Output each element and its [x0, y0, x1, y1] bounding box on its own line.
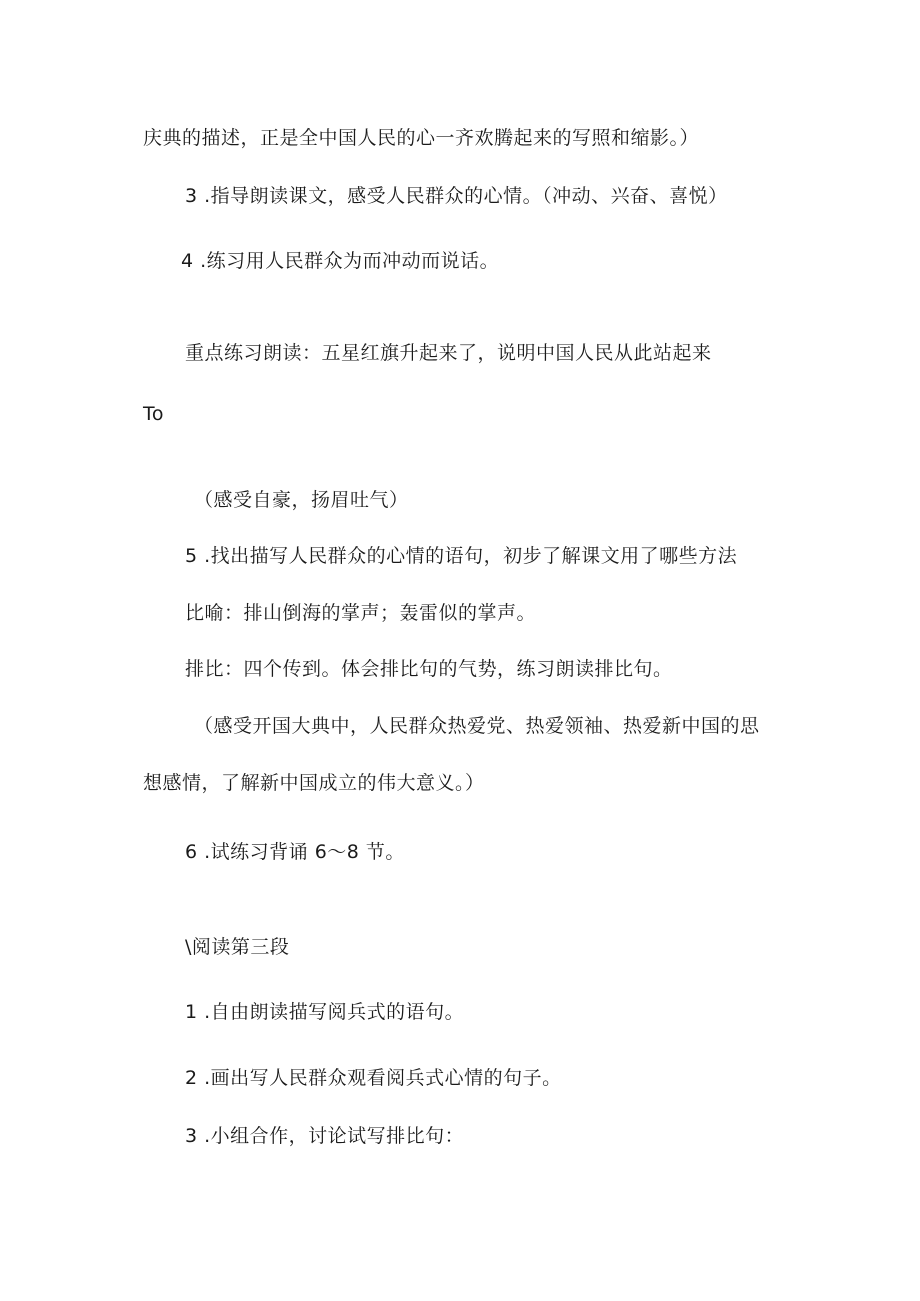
text-line: 6 .试练习背诵 6～8 节。	[185, 841, 405, 863]
text-line: 比喻：排山倒海的掌声；轰雷似的掌声。	[185, 602, 537, 624]
text-line: 重点练习朗读：五星红旗升起来了，说明中国人民从此站起来	[185, 342, 712, 364]
text-line: 5 .找出描写人民群众的心情的语句，初步了解课文用了哪些方法	[185, 545, 738, 567]
text-line: \阅读第三段	[185, 936, 290, 958]
text-line: 2 .画出写人民群众观看阅兵式心情的句子。	[185, 1067, 562, 1089]
text-line: 4 .练习用人民群众为而冲动而说话。	[181, 250, 500, 272]
text-line: 1 .自由朗读描写阅兵式的语句。	[185, 1001, 465, 1023]
text-line: 排比：四个传到。体会排比句的气势，练习朗读排比句。	[185, 658, 673, 680]
text-line: 庆典的描述，正是全中国人民的心一齐欢腾起来的写照和缩影。）	[143, 127, 700, 149]
text-line: 3 .指导朗读课文，感受人民群众的心情。（冲动、兴奋、喜悦）	[185, 185, 728, 207]
text-line: 3 .小组合作，讨论试写排比句：	[185, 1125, 465, 1147]
text-line: 想感情，了解新中国成立的伟大意义。）	[143, 772, 485, 794]
text-line: To	[143, 403, 165, 425]
text-line: （感受自豪，扬眉吐气）	[194, 489, 409, 511]
text-line: （感受开国大典中，人民群众热爱党、热爱领袖、热爱新中国的思	[194, 715, 760, 737]
